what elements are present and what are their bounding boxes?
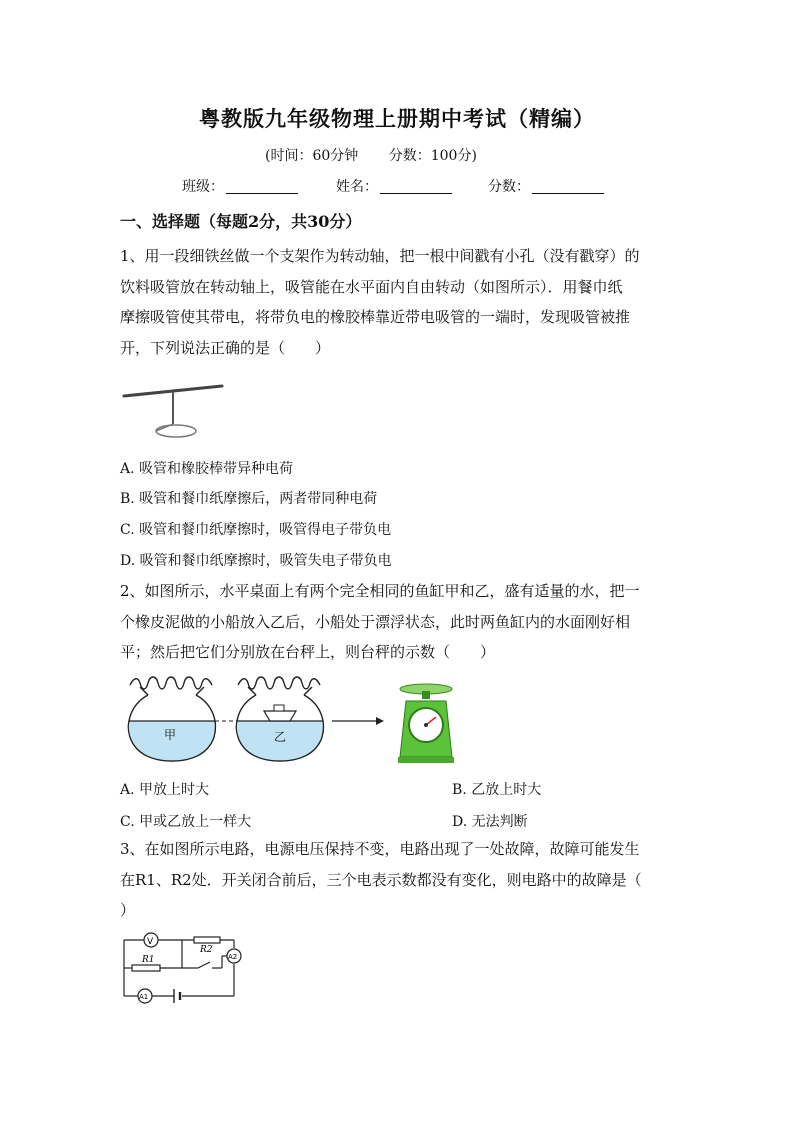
question-1-option-b[interactable]: B. 吸管和餐巾纸摩擦后，两者带同种电荷 [120, 491, 378, 507]
a2-label: A2 [228, 953, 238, 961]
r1-label: R1 [142, 955, 155, 965]
fish-tank-a [128, 677, 215, 761]
tank-a-label: 甲 [164, 728, 177, 742]
voltmeter-label: V [147, 937, 154, 947]
switch-icon [198, 962, 210, 968]
question-3-line: 在R1、R2处．开关闭合前后，三个电表示数都没有变化，则电路中的故障是（ [120, 870, 642, 889]
a1-label: A1 [139, 993, 149, 1001]
circuit-diagram [118, 932, 248, 1008]
resistor-r1 [132, 965, 160, 971]
score-blank[interactable] [532, 179, 604, 194]
fish-tank-b [236, 677, 323, 761]
question-3-text [120, 834, 680, 926]
r2-label: R2 [200, 945, 213, 955]
question-3-line: 3、在如图所示电路，电源电压保持不变，电路出现了一处故障，故障可能发生 [120, 840, 640, 858]
question-1-option-c[interactable]: C. 吸管和餐巾纸摩擦时，吸管得电子带负电 [120, 522, 392, 538]
question-1-line: 开，下列说法正确的是（ ） [120, 338, 331, 357]
question-2-option-d[interactable]: D. 无法判断 [452, 814, 528, 830]
name-label: 姓名： [336, 179, 378, 195]
tank-b-label: 乙 [274, 730, 287, 744]
score-label: 分数： [488, 179, 530, 195]
score-field [488, 176, 604, 196]
question-2-option-b[interactable]: B. 乙放上时大 [452, 782, 542, 798]
question-1-option-d[interactable]: D. 吸管和餐巾纸摩擦时，吸管失电子带负电 [120, 553, 392, 569]
fish-tank-figure [124, 675, 474, 767]
clay-boat [264, 711, 296, 721]
page-title: 粤教版九年级物理上册期中考试（精编） [199, 106, 595, 131]
time-limit: (时间：60分钟 [265, 148, 359, 164]
class-label: 班级： [182, 179, 224, 195]
section-heading-choice: 一、选择题（每题2分，共30分） [120, 212, 362, 231]
question-2-line: 平；然后把它们分别放在台秤上，则台秤的示数（ ） [120, 643, 496, 661]
class-blank[interactable] [226, 179, 298, 194]
question-1-line: 摩擦吸管使其带电，将带负电的橡胶棒靠近带电吸管的一端时，发现吸管被推 [120, 308, 631, 326]
name-field [336, 176, 452, 196]
name-blank[interactable] [380, 179, 452, 194]
question-1-line: 饮料吸管放在转动轴上，吸管能在水平面内自由转动（如图所示）．用餐巾纸 [120, 277, 623, 296]
question-1-option-a[interactable]: A. 吸管和橡胶棒带异种电荷 [120, 461, 294, 477]
exam-meta [265, 145, 503, 165]
question-1-text [120, 241, 680, 363]
total-score: 分数：100分) [388, 148, 477, 164]
kitchen-scale-icon [398, 684, 454, 763]
class-field [182, 176, 298, 196]
question-2-option-a[interactable]: A. 甲放上时大 [120, 782, 210, 798]
question-3-line: ） [120, 901, 136, 919]
question-2-line: 2、如图所示，水平桌面上有两个完全相同的鱼缸甲和乙，盛有适量的水，把一 [120, 582, 640, 600]
question-2-text [120, 576, 680, 668]
question-2-option-c[interactable]: C. 甲或乙放上一样大 [120, 814, 252, 830]
straw-on-pivot-figure [118, 378, 230, 442]
question-2-line: 个橡皮泥做的小船放入乙后，小船处于漂浮状态，此时两鱼缸内的水面刚好相 [120, 612, 631, 631]
resistor-r2 [194, 937, 220, 943]
pivot-base [156, 425, 196, 437]
question-1-line: 1、用一段细铁丝做一个支架作为转动轴，把一根中间戳有小孔（没有戳穿）的 [120, 247, 640, 265]
